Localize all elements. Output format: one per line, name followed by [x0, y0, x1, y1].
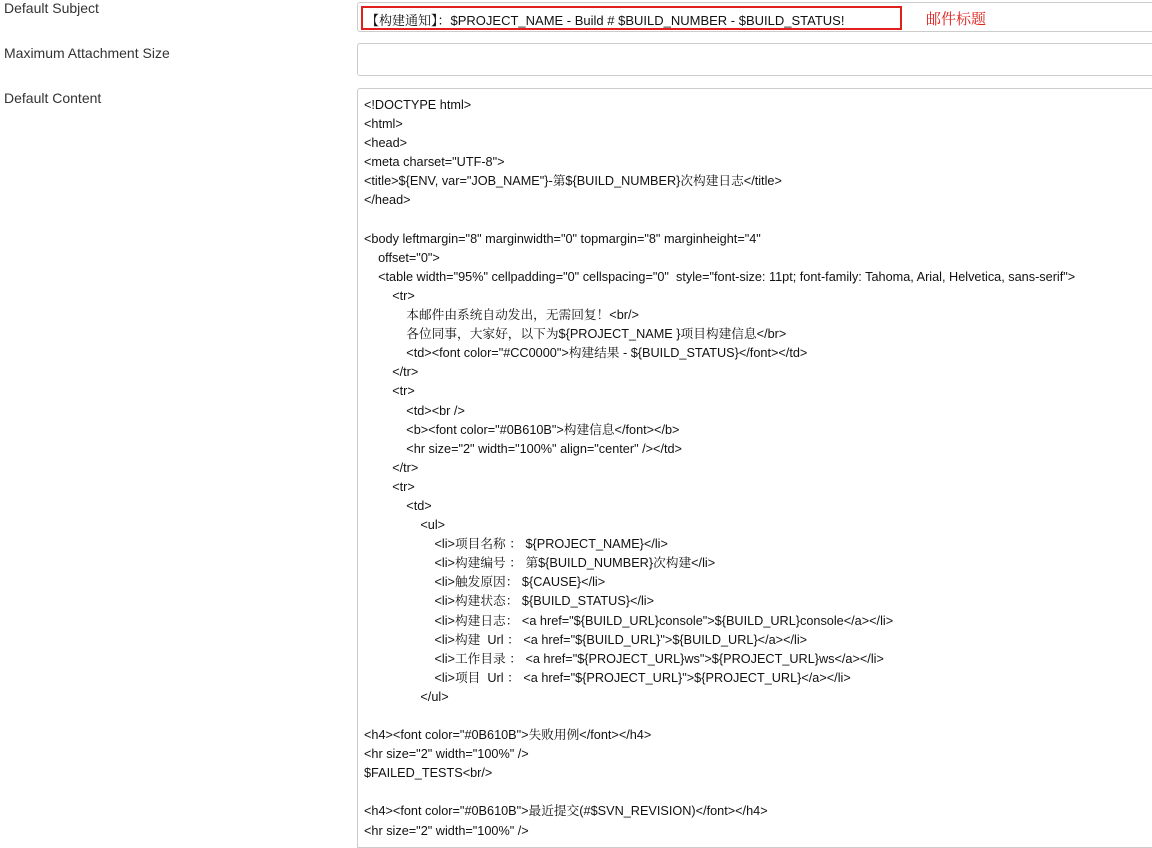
default-subject-input[interactable]	[357, 2, 1152, 32]
code-line: </tr>	[364, 460, 419, 475]
code-line: <td><br />	[364, 403, 465, 418]
code-line: </ul>	[364, 689, 449, 704]
code-line: <td><font color="#CC0000">构建结果 - ${BUILD_STATUS}</font></td>	[364, 346, 808, 361]
code-line: <tr>	[364, 479, 415, 494]
code-line: <hr size="2" width="100%" align="center" /></td>	[364, 441, 682, 456]
code-line: 各位同事，大家好，以下为${PROJECT_NAME }项目构建信息</br>	[364, 327, 787, 342]
code-line: <td>	[364, 498, 432, 513]
code-line: <head>	[364, 136, 408, 151]
code-line: <li>构建编号 ： 第${BUILD_NUMBER}次构建</li>	[364, 556, 716, 571]
code-line: <tr>	[364, 384, 415, 399]
subject-annotation: 邮件标题	[926, 11, 987, 28]
code-line: <li>构建日志： <a href="${BUILD_URL}console">${BUILD_URL}console</a></li>	[364, 613, 894, 628]
code-line: <li>构建 Url ： <a href="${BUILD_URL}">${BUILD_URL}</a></li>	[364, 632, 808, 647]
code-line: <h4><font color="#0B610B">失败用例</font></h4>	[364, 728, 652, 743]
code-line: </head>	[364, 193, 411, 208]
default-content-code	[364, 96, 1075, 841]
code-line: 本邮件由系统自动发出，无需回复！<br/>	[364, 308, 639, 323]
code-line: <title>${ENV, var="JOB_NAME"}-第${BUILD_NUMBER}次构建日志</title>	[364, 174, 782, 189]
code-line: <b><font color="#0B610B">构建信息</font></b>	[364, 422, 680, 437]
default-subject-value: 【构建通知】：$PROJECT_NAME - Build # $BUILD_NUMBER - $BUILD_STATUS!	[366, 13, 845, 28]
code-line: <ul>	[364, 518, 446, 533]
code-line: $FAILED_TESTS<br/>	[364, 766, 493, 781]
code-line: <hr size="2" width="100%" />	[364, 823, 529, 838]
code-line: <li>触发原因： ${CAUSE}</li>	[364, 575, 606, 590]
default-subject-label: Default Subject	[4, 0, 99, 16]
code-line: <h4><font color="#0B610B">最近提交(#$SVN_REVISION)</font></h4>	[364, 804, 768, 819]
code-line: <li>工作目录 ： <a href="${PROJECT_URL}ws">${PROJECT_URL}ws</a></li>	[364, 651, 884, 666]
code-line: <table width="95%" cellpadding="0" cellspacing="0" style="font-size: 11pt; font-family: Tahoma, Arial, Helvetica, sans-serif">	[364, 269, 1076, 284]
max-attachment-size-label: Maximum Attachment Size	[4, 45, 170, 61]
code-line: </tr>	[364, 365, 419, 380]
max-attachment-size-input[interactable]	[357, 43, 1152, 76]
code-line: <li>项目名称 ： ${PROJECT_NAME}</li>	[364, 537, 668, 552]
code-line	[364, 783, 1075, 802]
code-line	[364, 707, 1075, 726]
code-line: <hr size="2" width="100%" />	[364, 747, 529, 762]
code-line: <tr>	[364, 288, 415, 303]
code-line: offset="0">	[364, 250, 440, 265]
code-line: <meta charset="UTF-8">	[364, 155, 505, 170]
default-content-label: Default Content	[4, 90, 102, 106]
code-line: <body leftmargin="8" marginwidth="0" topmargin="8" marginheight="4"	[364, 231, 761, 246]
code-line: <li>项目 Url ： <a href="${PROJECT_URL}">${PROJECT_URL}</a></li>	[364, 670, 851, 685]
code-line: <!DOCTYPE html>	[364, 98, 472, 112]
default-content-textarea[interactable]	[357, 88, 1152, 848]
code-line: <html>	[364, 117, 403, 132]
code-line: <li>构建状态： ${BUILD_STATUS}</li>	[364, 594, 655, 609]
code-line	[364, 211, 1075, 230]
